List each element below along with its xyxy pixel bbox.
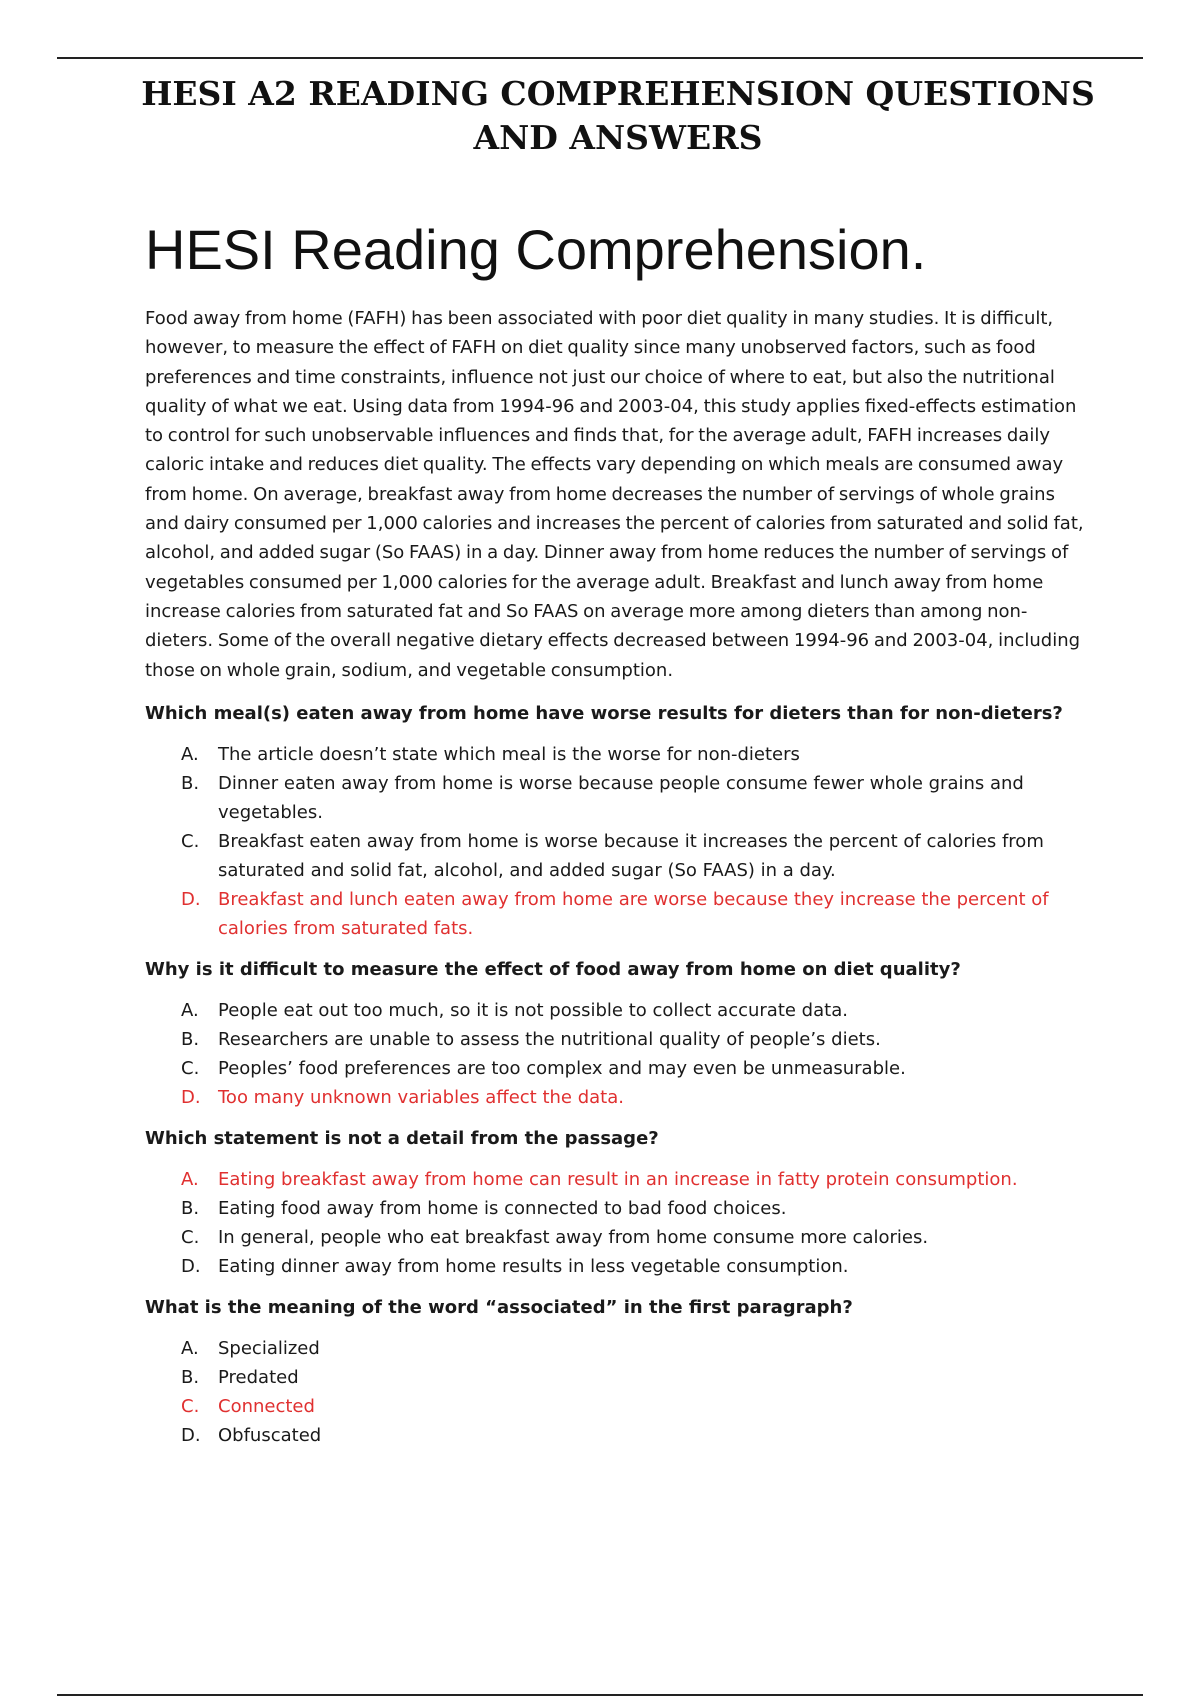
option-text: The article doesn’t state which meal is the worse for non-dieters [218, 743, 800, 765]
option-text: Eating dinner away from home results in less vegetable consumption. [218, 1255, 849, 1277]
option-letter: A. [181, 999, 199, 1021]
option-letter: A. [181, 743, 199, 765]
answer-option [181, 1194, 1090, 1223]
answer-option-correct [181, 1392, 1090, 1421]
bottom-rule [57, 1694, 1143, 1696]
answer-option [181, 996, 1090, 1025]
answer-option-correct [181, 1165, 1090, 1194]
option-text: Eating food away from home is connected to bad food choices. [218, 1197, 787, 1219]
question-block [145, 1293, 1090, 1450]
option-letter: C. [181, 1226, 200, 1248]
answer-option [181, 1252, 1090, 1281]
answer-option-correct [181, 1083, 1090, 1112]
answer-option [181, 769, 1090, 827]
option-letter: B. [181, 1197, 200, 1219]
question-block [145, 955, 1090, 1112]
question-text: Why is it difficult to measure the effect of food away from home on diet quality? [145, 958, 961, 980]
option-text: In general, people who eat breakfast away from home consume more calories. [218, 1226, 929, 1248]
option-text: People eat out too much, so it is not possible to collect accurate data. [218, 999, 848, 1021]
option-letter: C. [181, 830, 200, 852]
answer-option [181, 1025, 1090, 1054]
option-text: Specialized [218, 1337, 320, 1359]
answer-option [181, 1334, 1090, 1363]
top-rule [57, 57, 1143, 59]
question-block [145, 1124, 1090, 1281]
answer-option [181, 1054, 1090, 1083]
option-text: Eating breakfast away from home can result in an increase in fatty protein consumption. [218, 1168, 1018, 1190]
option-letter: D. [181, 1086, 201, 1108]
answer-option [181, 740, 1090, 769]
option-text: Dinner eaten away from home is worse because people consume fewer whole grains and vegetables. [218, 772, 1024, 823]
section-heading: HESI Reading Comprehension. [145, 218, 927, 281]
option-letter: A. [181, 1168, 199, 1190]
question-block [145, 699, 1090, 943]
question-text: What is the meaning of the word “associated” in the first paragraph? [145, 1296, 853, 1318]
question-text: Which meal(s) eaten away from home have worse results for dieters than for non-dieters? [145, 702, 1063, 724]
option-text: Peoples’ food preferences are too complex and may even be unmeasurable. [218, 1057, 906, 1079]
answer-options [145, 1334, 1090, 1450]
answer-option [181, 1421, 1090, 1450]
option-letter: C. [181, 1395, 200, 1417]
option-text: Researchers are unable to assess the nutritional quality of people’s diets. [218, 1028, 881, 1050]
question-text: Which statement is not a detail from the passage? [145, 1127, 659, 1149]
answer-option-correct [181, 885, 1090, 943]
answer-options [145, 1165, 1090, 1281]
document-body [145, 304, 1090, 1462]
option-text: Connected [218, 1395, 315, 1417]
option-text: Obfuscated [218, 1424, 322, 1446]
option-letter: D. [181, 1255, 201, 1277]
answer-option [181, 1363, 1090, 1392]
option-text: Predated [218, 1366, 299, 1388]
option-text: Breakfast eaten away from home is worse because it increases the percent of calories from saturated and solid fat, alcohol, and added sugar (So FAAS) in a day. [218, 830, 1044, 881]
option-letter: A. [181, 1337, 199, 1359]
option-letter: C. [181, 1057, 200, 1079]
answer-option [181, 827, 1090, 885]
option-text: Breakfast and lunch eaten away from home are worse because they increase the percent of calories from saturated fats. [218, 888, 1049, 939]
option-letter: B. [181, 772, 200, 794]
passage: Food away from home (FAFH) has been associated with poor diet quality in many studies. It is difficult, however, to measure the effect of FAFH on diet quality since many unobserved factors, such as food preferences and time constraints, influence not just our choice of where to eat, but also the nutritional quality of what we eat. Using data from 1994-96 and 2003-04, this study applies fixed-effects estimation to control for such unobservable influences and finds that, for the average adult, FAFH increases daily caloric intake and reduces diet quality. The effects vary depending on which meals are consumed away from home. On average, breakfast away from home decreases the number of servings of whole grains and dairy consumed per 1,000 calories and increases the percent of calories from saturated and solid fat, alcohol, and added sugar (So FAAS) in a day. Dinner away from home reduces the number of servings of vegetables consumed per 1,000 calories for the average adult. Breakfast and lunch away from home increase calories from saturated fat and So FAAS on average more among dieters than among non-dieters. Some of the overall negative dietary effects decreased between 1994-96 and 2003-04, including those on whole grain, sodium, and vegetable consumption. [145, 308, 1084, 681]
answer-options [145, 740, 1090, 943]
option-letter: B. [181, 1028, 200, 1050]
option-letter: D. [181, 888, 201, 910]
document-title: HESI A2 READING COMPREHENSION QUESTIONS AND ANSWERS [141, 74, 1095, 157]
option-text: Too many unknown variables affect the data. [218, 1086, 624, 1108]
option-letter: B. [181, 1366, 200, 1388]
answer-options [145, 996, 1090, 1112]
answer-option [181, 1223, 1090, 1252]
option-letter: D. [181, 1424, 201, 1446]
